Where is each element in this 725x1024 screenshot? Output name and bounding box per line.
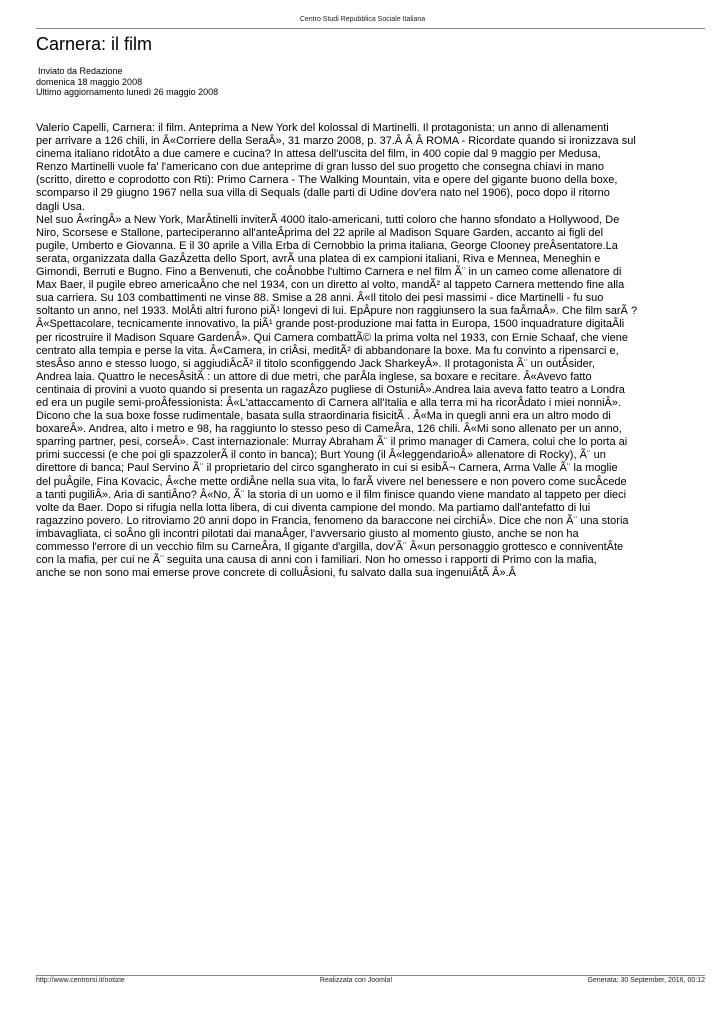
page-footer	[36, 977, 705, 984]
site-header: Centro Studi Repubblica Sociale Italiana	[299, 16, 426, 23]
header-divider	[36, 28, 705, 29]
updated-line: Ultimo aggiornamento lunedì 26 maggio 2008	[36, 87, 219, 97]
footer-url: http://www.centrorsi.it/notizie	[36, 977, 125, 984]
footer-generated: Generata: 30 September, 2016, 00:12	[587, 977, 705, 984]
article-body: Valerio Capelli, Carnera: il film. Anteprima a New York del kolossal di Martinelli. Il protagonista: un anno di allenamenti per arrivare a 126 chili, in Â«Corriere della SeraÂ», 31 marzo 2008, p. 37.Â Â Â ROMA - Ricordate quando si ironizzava sul cinema italiano ridotÂto a due camere e cucina? In attesa dell'uscita del film, in 400 copie dal 9 maggio per Medusa, Renzo Martinelli vuole fa' l'americano con due anteprime di gran lusso del suo progetto che consegna chiavi in mano (scritto, diretto e coprodotto con Rti): Primo Carnera - The Walking Mountain, vita e opere del gigante buono della boxe, scomparso il 29 giugno 1967 nella sua villa di Sequals (dalle parti di Udine dov'era nato nel 1906), poco dopo il ritorno dagli Usa. Nel suo Â«ringÂ» a New York, MarÂtinelli inviterÃ 4000 italo-americani, tutti coloro che hanno sfondato a Hollywood, De Niro, Scorsese e Stallone, parteciperanno all'anteÂprima del 22 aprile al Madison Square Garden, accanto ai figli del pugile, Umberto e Giovanna. E il 30 aprile a Villa Erba di Cernobbio la prima italiana, George Clooney preÂsentatore.La serata, organizzata dalla GazÂzetta dello Sport, avrÃ una platea di ex campioni italiani, Riva e Mennea, Meneghin e Gimondi, Berruti e Bugno. Fino a Benvenuti, che coÂnobbe l'ultimo Carnera e nel film Ã¨ in un cameo come allenatore di Max Baer, il pugile ebreo americaÂno che nel 1934, con un diretto al volto, mandÃ² al tappeto Carnera mettendo fine alla sua carriera. Su 103 combattimenti ne vinse 88. Smise a 28 anni. Â«Il titolo dei pesi massimi - dice Martinelli - fu suo soltanto un anno, nel 1933. MolÂti altri furono piÃ¹ longevi di lui. EpÂpure non raggiunsero la sua faÂmaÂ». Che film sarÃ ? Â«Spettacolare, tecnicamente innovativo, la piÃ¹ grande post-produzione mai fatta in Europa, 1500 inquadrature digitaÂli per ricostruire il Madison Square GardenÂ». Qui Carnera combattÃ© la prima volta nel 1933, con Ernie Schaaf, che viene centrato alla tempia e perse la vita. Â«Camera, in criÂsi, meditÃ² di abbandonare la boxe. Ma fu convinto a ripensarci e, stesÂso anno e stesso luogo, si aggiudiÂcÃ² il titolo sconfiggendo Jack SharkeyÂ». Il protagonista Ã¨ un outÂsider, Andrea laia. Quattro le necesÂsitÃ : un attore di due metri, che parÂla inglese, sa boxare e recitare. Â«Avevo fatto centinaia di provini a vuoto quando si presenta un ragazÂzo pugliese di OstuniÂ».Andrea laia aveva fatto teatro a Londra ed era un pugile semi-proÂfessionista: Â«L'attaccamento di Carnera all'Italia e alla terra mi ha ricorÂdato i miei nonniÂ». Dicono che la sua boxe fosse rudimentale, basata sulla straordinaria fisicitÃ . Â«Ma in quegli anni era un altro modo di boxareÂ». Andrea, alto i metro e 98, ha raggiunto lo stesso peso di CameÂra, 126 chili. Â«Mi sono allenato per un anno, sparring partner, pesi, corseÂ». Cast internazionale: Murray Abraham Ã¨ il primo manager di Camera, colui che lo porta ai primi successi (e che poi gli spazzolerÃ il conto in banca); Burt Young (il Â«leggendarioÂ» allenatore di Rocky), Ã¨ un direttore di banca; Paul Servino Ã¨ il proprietario del circo sgangherato in cui si esibÃ¬ Carnera, Arma Valle Ã¨ la moglie del puÂgile, Fina Kovacic, Â«che mette ordiÂne nella sua vita, lo farÃ vivere nel benessere e non povero come sucÂcede a tanti pugiliÂ». Aria di santiÂno? Â«No, Ã¨ la storia di un uomo e il film finisce quando viene mandato al tappeto per dieci volte da Baer. Dopo si rifugia nella lotta libera, di cui diventa campione del mondo. Ma partiamo dall'antefatto di lui ragazzino povero. Lo ritroviamo 20 anni dopo in Francia, fenomeno da baraccone nei circhiÂ». Dice che non Ã¨ una storia imbavagliata, ci soÂno gli incontri pilotati dai manaÂger, l'avversario giusto al momento giusto, anche se non ha commesso l'errore di un vecchio film su CarneÂra, Il gigante d'argilla, dov'Ã¨ Â«un personaggio grottesco e conniventÂte con la mafia, per cui ne Ã¨ seguita una causa di anni con i familiari. Non ho omesso i rapporti di Primo con la mafia, anche se non sono mai emerse prove concrete di colluÂsioni, fu salvato dalla sua ingenuiÂtÃ Â».Â	[36, 122, 638, 580]
author-line: Inviato da Redazione	[38, 66, 123, 76]
footer-divider	[36, 975, 705, 976]
footer-credit: Realizzata con Joomla!	[319, 977, 393, 984]
article-title: Carnera: il film	[36, 34, 153, 54]
date-line: domenica 18 maggio 2008	[36, 76, 143, 87]
article-meta	[36, 66, 218, 98]
